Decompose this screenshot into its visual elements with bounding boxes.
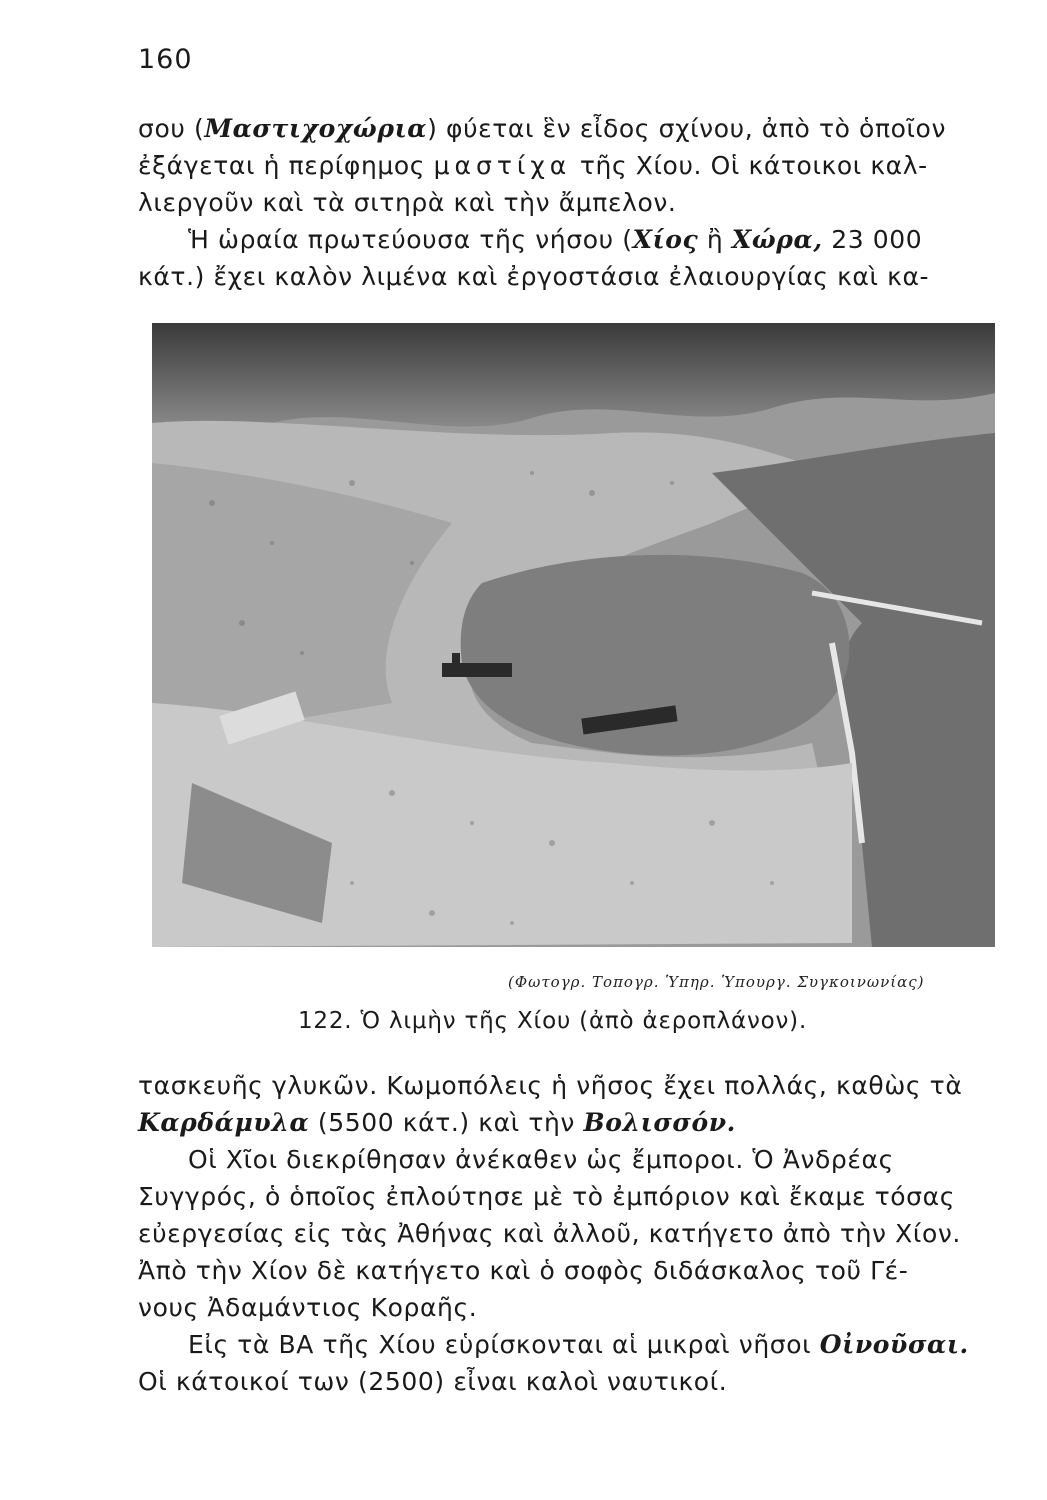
harbor-illustration (152, 323, 995, 947)
figure-caption: 122. Ὁ λιμὴν τῆς Χίου (ἀπὸ ἀεροπλάνον). (298, 1008, 808, 1034)
page-number: 160 (138, 44, 193, 75)
text-line (138, 1104, 1018, 1141)
text-line: κάτ.) ἔχει καλὸν λιμένα καὶ ἐργοστάσια ἐλαιουργίας καὶ κα- (138, 262, 930, 291)
text-line: Συγγρός, ὁ ὁποῖος ἐπλούτησε μὲ τὸ ἐμπόριον καὶ ἔκαμε τόσας (138, 1182, 955, 1211)
top-paragraph (138, 110, 1018, 295)
text-span: σου ( (138, 114, 205, 143)
text-line: λιεργοῦν καὶ τὰ σιτηρὰ καὶ τὴν ἄμπελον. (138, 188, 677, 217)
text-line (138, 147, 1018, 184)
text-span: ἢ (698, 225, 732, 254)
text-line: εὐεργεσίας εἰς τὰς Ἀθήνας καὶ ἀλλοῦ, κατήγετο ἀπὸ τὴν Χίον. (138, 1219, 961, 1248)
text-line: Οἱ Χῖοι διεκρίθησαν ἀνέκαθεν ὡς ἔμποροι. Ὁ Ἀνδρέας (188, 1145, 894, 1174)
emphasized-word: μαστίχα (433, 151, 572, 180)
text-line (138, 110, 1018, 147)
text-line: Ἀπὸ τὴν Χίον δὲ κατήγετο καὶ ὁ σοφὸς διδάσκαλος τοῦ Γέ- (138, 1256, 909, 1285)
text-span: ἐξάγεται ἡ περίφημος (138, 151, 426, 180)
text-line: Οἱ κάτοικοί των (2500) εἶναι καλοὶ ναυτικοί. (138, 1367, 728, 1396)
place-name: Χίος (632, 225, 699, 254)
text-line: τασκευῆς γλυκῶν. Κωμοπόλεις ἡ νῆσος ἔχει πολλάς, καθὼς τὰ (138, 1071, 963, 1100)
text-line (138, 1326, 1018, 1363)
place-name: Μαστιχοχώρια (204, 114, 428, 143)
harbor-aerial-photo (152, 323, 995, 947)
text-span: (5500 κάτ.) καὶ τὴν (309, 1108, 584, 1137)
text-span: τῆς Χίου. Οἱ κάτοικοι καλ- (579, 151, 928, 180)
place-name: Καρδάμυλα (138, 1108, 310, 1137)
bottom-paragraph (138, 1067, 1018, 1400)
text-line (138, 221, 1018, 258)
place-name: Οἰνοῦσαι. (819, 1330, 969, 1359)
text-span: ) φύεται ἓν εἶδος σχίνου, ἀπὸ τὸ ὁποῖον (427, 114, 947, 143)
text-span: 23 000 (822, 225, 923, 254)
place-name: Βολισσόν. (583, 1108, 736, 1137)
photo-credit: (Φωτογρ. Τοπογρ. Ὑπηρ. Ὑπουργ. Συγκοινωνίας) (508, 973, 925, 991)
place-name: Χώρα, (731, 225, 823, 254)
text-span: Εἰς τὰ ΒΑ τῆς Χίου εὑρίσκονται αἱ μικραὶ νῆσοι (188, 1330, 820, 1359)
text-span: Ἡ ὡραία πρωτεύουσα τῆς νήσου ( (188, 225, 633, 254)
text-line: νους Ἀδαμάντιος Κοραῆς. (138, 1293, 478, 1322)
